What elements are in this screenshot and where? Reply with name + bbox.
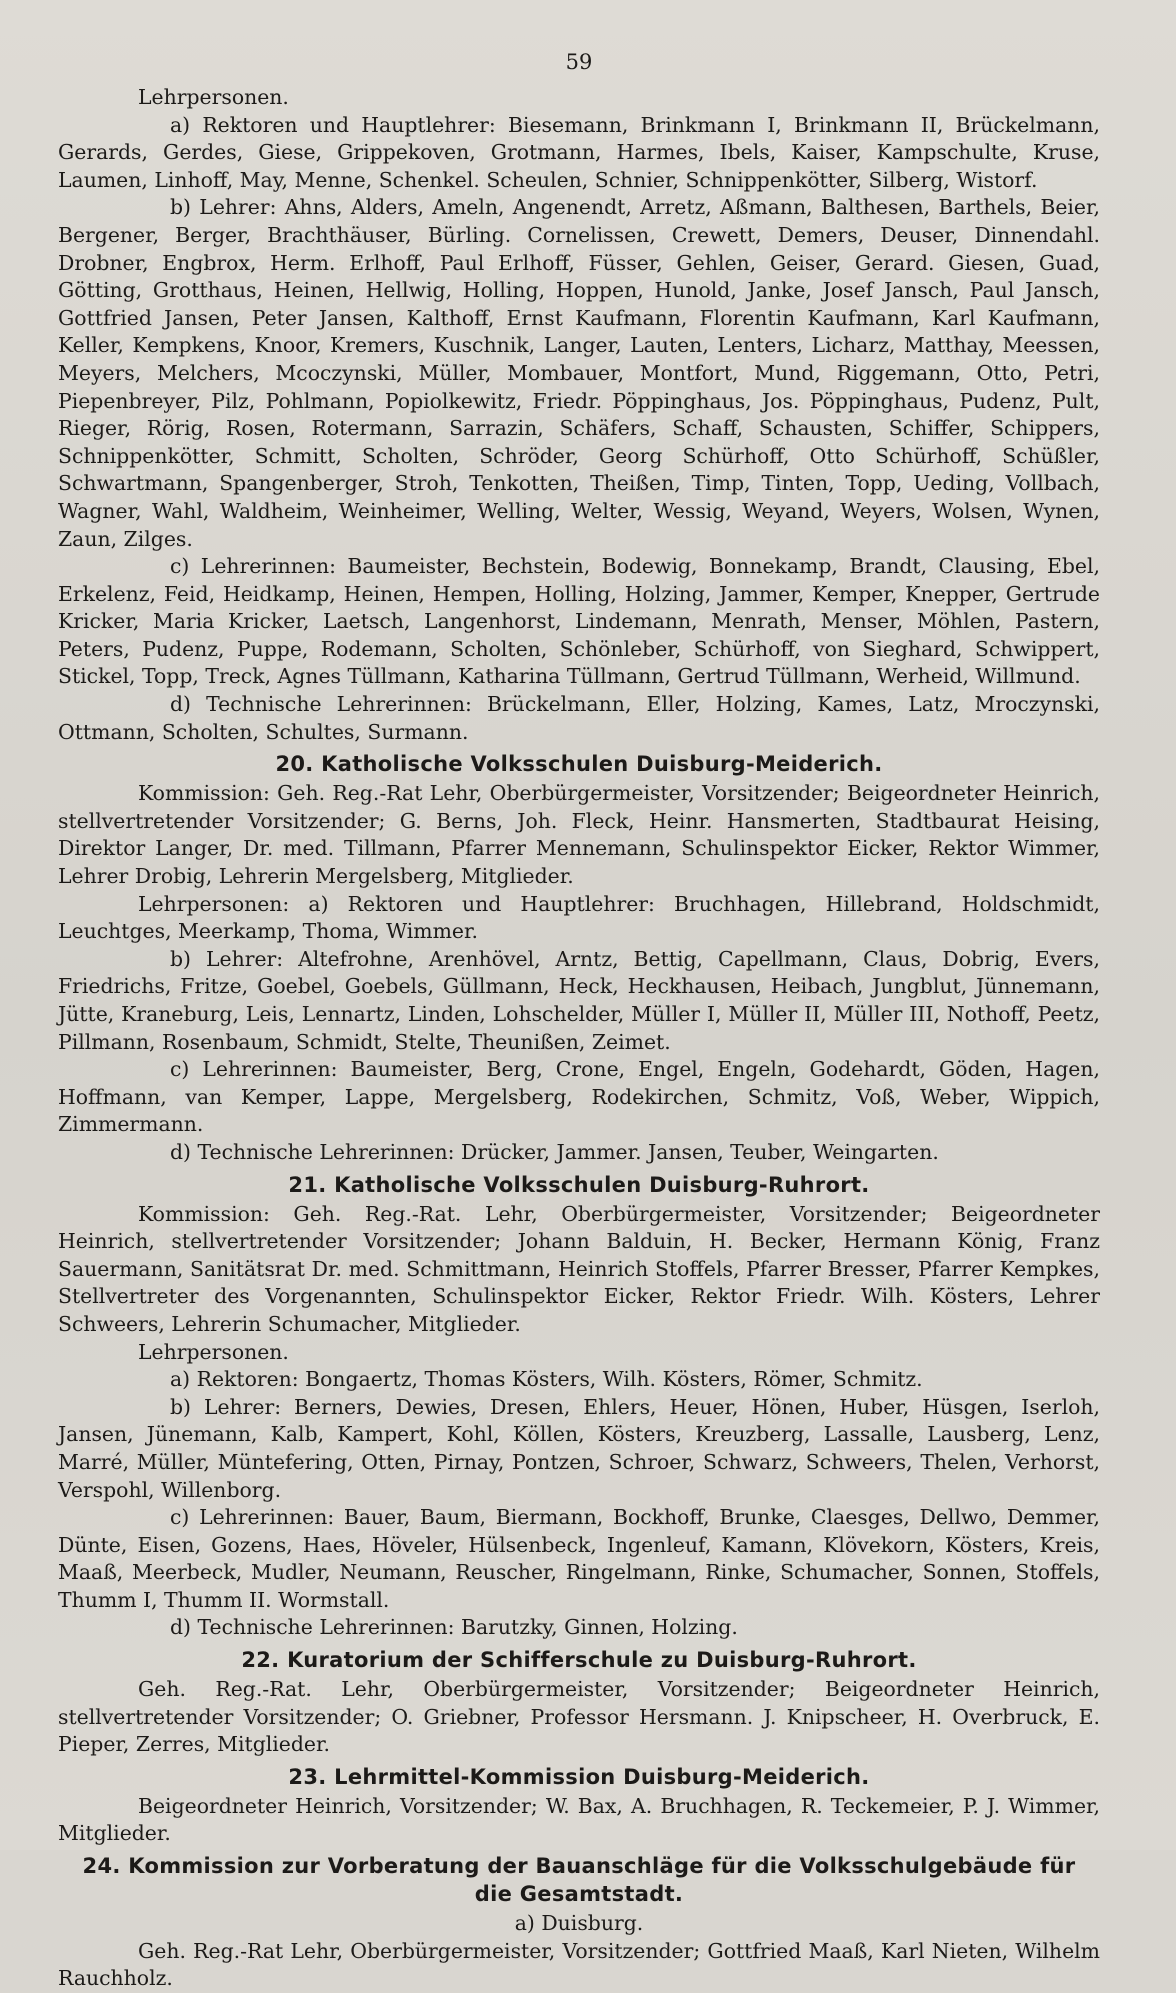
intro-rektoren: a) Rektoren und Hauptlehrer: Biesemann, Brinkmann I, Brinkmann II, Brückelmann, Gerards, Gerdes, Giese, Grippekoven, Grotmann, Harmes, Ibels, Kaiser, Kampschulte, Kruse, Laumen, Linhoff, May, Menne, Schenkel. Scheulen, Schnier, Schnippenkötter, Silberg, Wistorf. bbox=[58, 112, 1100, 192]
section-21-lehrerinnen: c) Lehrerinnen: Bauer, Baum, Biermann, Bockhoff, Brunke, Claesges, Dellwo, Demmer, Dünte, Eisen, Gozens, Haes, Höveler, Hülsenbeck, Ingenleuf, Kamann, Klövekorn, Kösters, Kreis, Maaß, Meerbeck, Mudler, Neumann, Reuscher, Ringelmann, Rinke, Schumacher, Sonnen, Stoffels, Thumm I, Thumm II. Wormstall. bbox=[58, 1505, 1100, 1612]
section-20-technische-lehrerinnen: d) Technische Lehrerinnen: Drücker, Jammer. Jansen, Teuber, Weingarten. bbox=[170, 1139, 939, 1164]
section-21-heading: Lehrpersonen. bbox=[138, 1339, 289, 1364]
section-24-title: 24. Kommission zur Vorberatung der Bauanschläge für die Volksschulgebäude für die Gesamtstadt. bbox=[82, 1854, 1076, 1907]
section-23-text: Beigeordneter Heinrich, Vorsitzender; W. Bax, A. Bruchhagen, R. Teckemeier, P. J. Wimmer, Mitglieder. bbox=[58, 1793, 1100, 1846]
section-23-title: 23. Lehrmittel-Kommission Duisburg-Meiderich. bbox=[288, 1764, 870, 1789]
intro-technische-lehrerinnen: d) Technische Lehrerinnen: Brückelmann, Eller, Holzing, Kames, Latz, Mroczynski, Ottmann, Scholten, Schultes, Surmann. bbox=[58, 692, 1100, 744]
section-21-lehrer: b) Lehrer: Berners, Dewies, Dresen, Ehlers, Heuer, Hönen, Huber, Hüsgen, Iserloh, Jansen, Jünemann, Kalb, Kampert, Kohl, Köllen, Kösters, Kreuzberg, Lassalle, Lausberg, Lenz, Marré, Müller, Müntefering, Otten, Pirnay, Pontzen, Schroer, Schwarz, Schweers, Thelen, Verhorst, Verspohl, Willenborg. bbox=[58, 1394, 1100, 1502]
intro-lehrerinnen: c) Lehrerinnen: Baumeister, Bechstein, Bodewig, Bonnekamp, Brandt, Clausing, Ebel, Erkelenz, Feid, Heidkamp, Heinen, Hempen, Holling, Holzing, Jammer, Kemper, Knepper, Gertrude Kricker, Maria Kricker, Laetsch, Langenhorst, Lindemann, Menrath, Menser, Möhlen, Pastern, Peters, Pudenz, Puppe, Rodemann, Scholten, Schönleber, Schürhoff, von Sieghard, Schwippert, Stickel, Topp, Treck, Agnes Tüllmann, Katharina Tüllmann, Gertrud Tüllmann, Werheid, Willmund. bbox=[58, 554, 1100, 689]
section-21-title: 21. Katholische Volksschulen Duisburg-Ruhrort. bbox=[288, 1172, 870, 1197]
section-21-kommission: Kommission: Geh. Reg.-Rat. Lehr, Oberbürgermeister, Vorsitzender; Beigeordneter Heinrich, stellvertretender Vorsitzender; Johann Balduin, H. Becker, Hermann König, Franz Sauermann, Sanitätsrat Dr. med. Schmittmann, Heinrich Stoffels, Pfarrer Bresser, Pfarrer Kempkes, Stellvertreter des Vorgenannten, Schulinspektor Eicker, Rektor Friedr. Wilh. Kösters, Lehrer Schweers, Lehrerin Schumacher, Mitglieder. bbox=[58, 1201, 1100, 1336]
section-20-lehrer: b) Lehrer: Altefrohne, Arenhövel, Arntz, Bettig, Capellmann, Claus, Dobrig, Evers, Friedrichs, Fritze, Goebel, Goebels, Güllmann, Heck, Heckhausen, Heibach, Jungblut, Jünnemann, Jütte, Kraneburg, Leis, Lennartz, Linden, Lohschelder, Müller I, Müller II, Müller III, Nothoff, Peetz, Pillmann, Rosenbaum, Schmidt, Stelte, Theunißen, Zeimet. bbox=[58, 946, 1100, 1054]
section-24-subheading: a) Duisburg. bbox=[514, 1911, 644, 1936]
page-number: 59 bbox=[565, 50, 593, 74]
section-21-technische-lehrerinnen: d) Technische Lehrerinnen: Barutzky, Ginnen, Holzing. bbox=[170, 1615, 738, 1640]
section-20-lehrerinnen: c) Lehrerinnen: Baumeister, Berg, Crone, Engel, Engeln, Godehardt, Göden, Hagen, Hoffmann, van Kemper, Lappe, Mergelsberg, Rodekirchen, Schmitz, Voß, Weber, Wippich, Zimmermann. bbox=[58, 1057, 1100, 1137]
intro-heading: Lehrpersonen. bbox=[138, 85, 289, 109]
intro-lehrer: b) Lehrer: Ahns, Alders, Ameln, Angenendt, Arretz, Aßmann, Balthesen, Barthels, Beier, Bergener, Berger, Brachthäuser, Bürling. Cornelissen, Crewett, Demers, Deuser, Dinnendahl. Drobner, Engbrox, Herm. Erlhoff, Paul Erlhoff, Füsser, Gehlen, Geiser, Gerard. Giesen, Guad, Götting, Grotthaus, Heinen, Hellwig, Holling, Hoppen, Hunold, Janke, Josef Jansch, Paul Jansch, Gottfried Jansen, Peter Jansen, Kalthoff, Ernst Kaufmann, Florentin Kaufmann, Karl Kaufmann, Keller, Kempkens, Knoor, Kremers, Kuschnik, Langer, Lauten, Lenters, Licharz, Matthay, Meessen, Meyers, Melchers, Mcoczynski, Müller, Mombauer, Montfort, Mund, Riggemann, Otto, Petri, Piepenbreyer, Pilz, Pohlmann, Popiolkewitz, Friedr. Pöppinghaus, Jos. Pöppinghaus, Pudenz, Pult, Rieger, Rörig, Rosen, Rotermann, Sarrazin, Schäfers, Schaff, Schausten, Schiffer, Schippers, Schnippenkötter, Schmitt, Scholten, Schröder, Georg Schürhoff, Otto Schürhoff, Schüßler, Schwartmann, Spangenberger, Stroh, Tenkotten, Theißen, Timp, Tinten, Topp, Ueding, Vollbach, Wagner, Wahl, Waldheim, Weinheimer, Welling, Welter, Wessig, Weyand, Weyers, Wolsen, Wynen, Zaun, Zilges. bbox=[58, 195, 1100, 551]
section-24-text: Geh. Reg.-Rat Lehr, Oberbürgermeister, Vorsitzender; Gottfried Maaß, Karl Nieten, Wilhelm Rauchholz. bbox=[58, 1938, 1100, 1991]
section-22-text: Geh. Reg.-Rat. Lehr, Oberbürgermeister, Vorsitzender; Beigeordneter Heinrich, stellvertretender Vorsitzender; O. Griebner, Professor Hersmann. J. Knipscheer, H. Overbruck, E. Pieper, Zerres, Mitglieder. bbox=[58, 1677, 1100, 1757]
section-20-rektoren: Lehrpersonen: a) Rektoren und Hauptlehrer: Bruchhagen, Hillebrand, Holdschmidt, Leuchtges, Meerkamp, Thoma, Wimmer. bbox=[58, 891, 1100, 944]
section-22-title: 22. Kuratorium der Schifferschule zu Duisburg-Ruhrort. bbox=[241, 1648, 917, 1673]
section-21-rektoren: a) Rektoren: Bongaertz, Thomas Kösters, Wilh. Kösters, Römer, Schmitz. bbox=[170, 1367, 923, 1392]
section-20-title: 20. Katholische Volksschulen Duisburg-Meiderich. bbox=[275, 752, 883, 777]
section-20-kommission: Kommission: Geh. Reg.-Rat Lehr, Oberbürgermeister, Vorsitzender; Beigeordneter Heinrich, stellvertretender Vorsitzender; G. Berns, Joh. Fleck, Heinr. Hansmerten, Stadtbaurat Heising, Direktor Langer, Dr. med. Tillmann, Pfarrer Mennemann, Schulinspektor Eicker, Rektor Wimmer, Lehrer Drobig, Lehrerin Mergelsberg, Mitglieder. bbox=[58, 781, 1100, 889]
